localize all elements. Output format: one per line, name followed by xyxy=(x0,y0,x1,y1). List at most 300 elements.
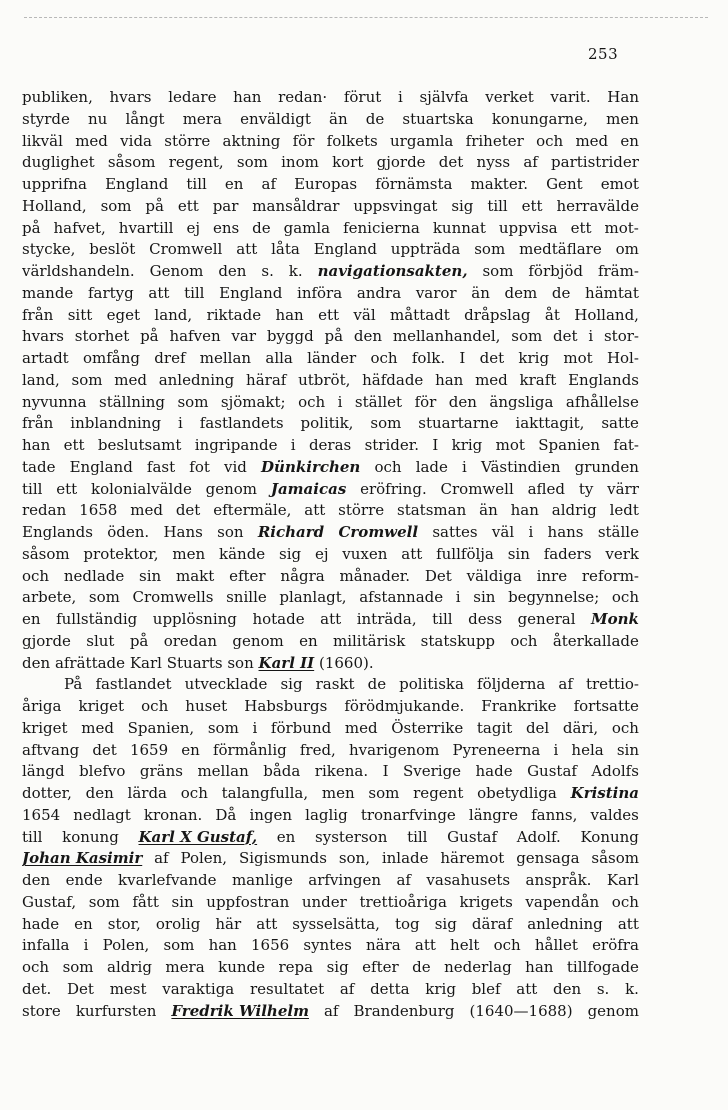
word: som xyxy=(100,196,132,215)
word: grunden xyxy=(574,457,639,476)
word: planlagt, xyxy=(279,588,347,607)
word: längre xyxy=(468,805,518,824)
word: ej xyxy=(314,544,329,563)
word: i xyxy=(455,588,461,607)
word: son xyxy=(227,653,254,672)
text-line xyxy=(22,740,639,762)
word: kunde xyxy=(218,958,266,976)
text-line xyxy=(22,631,639,653)
word: eget xyxy=(106,305,141,324)
word: och xyxy=(374,457,402,476)
word: mellanhandel, xyxy=(392,327,501,346)
word: han xyxy=(435,370,464,389)
word: gräns xyxy=(139,762,183,781)
word: några xyxy=(280,566,325,585)
word: att xyxy=(617,914,639,933)
word: ängsliga xyxy=(489,392,554,411)
text-line xyxy=(22,239,639,261)
text-line xyxy=(22,957,639,979)
word: alla xyxy=(265,349,293,367)
word: långt xyxy=(125,109,165,128)
word: ställe xyxy=(597,523,639,541)
word: folk. xyxy=(411,349,446,367)
word: dess xyxy=(468,610,503,628)
word: och xyxy=(22,566,50,585)
word: lärda xyxy=(127,784,167,802)
word: af xyxy=(558,675,573,694)
text-line xyxy=(22,109,639,131)
word: tillfogade xyxy=(566,958,639,976)
word: England xyxy=(69,457,133,476)
word: uppträda xyxy=(390,240,461,259)
word: sin xyxy=(616,740,639,759)
word: stället xyxy=(354,392,403,411)
word: son, xyxy=(338,849,370,868)
word: än xyxy=(471,283,490,302)
word: och xyxy=(298,392,326,411)
word: repa xyxy=(278,958,314,976)
word: rikena. xyxy=(314,762,369,781)
word: snille xyxy=(226,588,267,607)
word: 1654 xyxy=(22,805,61,824)
word: makt xyxy=(176,566,215,585)
word: nyvunna xyxy=(22,392,87,411)
word: gjorde xyxy=(22,631,71,650)
text-line xyxy=(22,805,639,827)
word: eftermäle, xyxy=(213,501,292,520)
word: som xyxy=(368,784,400,802)
word: kronan. xyxy=(143,805,203,824)
word: varaktiga xyxy=(162,979,235,998)
text-line xyxy=(22,566,639,588)
word: tagit xyxy=(476,718,513,737)
word: den xyxy=(85,784,114,802)
word: i xyxy=(337,392,343,411)
word: häraf xyxy=(246,370,287,389)
word: fastlandets xyxy=(199,414,284,433)
word: Frankrike xyxy=(481,697,557,715)
word: till xyxy=(407,827,428,846)
word: Englands xyxy=(22,523,93,541)
emphasized-term: Karl X Gustaf, xyxy=(138,827,258,846)
word: ett xyxy=(570,218,592,237)
word: gjorde xyxy=(376,153,426,172)
word: blef xyxy=(471,979,501,998)
word: urgamla xyxy=(390,131,454,150)
text-line xyxy=(22,718,639,740)
word: den xyxy=(552,979,582,998)
text-line xyxy=(22,261,639,283)
word: redan· xyxy=(278,88,328,106)
word: förbjöd xyxy=(528,262,584,280)
word: en xyxy=(276,827,296,846)
word: s. xyxy=(596,979,610,998)
word: på xyxy=(140,327,159,346)
word: genom xyxy=(232,631,284,650)
word: i xyxy=(553,740,559,759)
word: dotter, xyxy=(22,784,72,802)
word: Adolf. xyxy=(516,827,561,846)
text-line xyxy=(22,696,639,718)
word: världshandeln. xyxy=(22,262,135,280)
word: af xyxy=(339,979,355,998)
word: eröfring. xyxy=(360,479,427,498)
word: fanns, xyxy=(531,805,578,824)
word: i xyxy=(528,523,534,541)
emphasized-term: Fredrik Wilhelm xyxy=(171,1001,309,1020)
word: i xyxy=(252,718,258,737)
word: som xyxy=(511,327,543,346)
word: Habsburgs xyxy=(244,697,328,715)
word: hans xyxy=(547,523,584,541)
text-line xyxy=(22,979,639,1001)
word: fat- xyxy=(613,436,639,454)
word: genom xyxy=(205,479,258,498)
word: likväl xyxy=(22,131,63,150)
text-line xyxy=(22,457,639,479)
word: och xyxy=(536,131,564,150)
text-line xyxy=(22,544,639,566)
word: laglig xyxy=(305,805,348,824)
word: fullständig xyxy=(56,610,138,628)
word: af xyxy=(261,175,276,193)
word: Gustaf xyxy=(447,827,498,846)
word: par xyxy=(212,196,239,215)
word: Karl xyxy=(129,653,162,672)
text-line xyxy=(22,848,639,870)
word: i xyxy=(397,88,403,106)
emphasized-term: Richard xyxy=(257,523,325,541)
word: huset xyxy=(185,697,228,715)
word: mellan xyxy=(199,349,252,367)
text-line xyxy=(22,935,639,957)
word: Det xyxy=(67,979,94,998)
word: afhållelse xyxy=(565,392,639,411)
word: ett xyxy=(521,196,543,215)
page-number: 253 xyxy=(588,45,619,63)
word: artadt xyxy=(22,349,69,367)
word: utbröt, xyxy=(298,370,351,389)
word: och xyxy=(611,718,639,737)
word: hvartill xyxy=(118,218,174,237)
word: sig xyxy=(326,958,349,976)
word: afstannade xyxy=(359,588,444,607)
word: detta xyxy=(370,979,410,998)
word: militärisk xyxy=(332,631,406,650)
word: sin xyxy=(473,588,496,607)
word: tog xyxy=(395,914,420,933)
word: stuartarne xyxy=(418,414,499,433)
word: trettio- xyxy=(585,675,639,694)
word: åt xyxy=(544,305,560,324)
text-line xyxy=(22,914,639,936)
word: del xyxy=(525,718,550,737)
word: med xyxy=(575,131,609,150)
word: en xyxy=(299,631,318,650)
word: den xyxy=(22,653,51,672)
word: ställning xyxy=(99,392,165,411)
word: ett xyxy=(63,436,85,454)
word: till xyxy=(22,827,43,846)
word: ingen xyxy=(249,805,293,824)
word: riktade xyxy=(206,305,262,324)
word: regent xyxy=(413,784,464,802)
word: reform- xyxy=(581,566,639,585)
word: i xyxy=(290,436,296,454)
word: verk xyxy=(605,544,639,563)
word: dråpslag xyxy=(464,305,531,324)
word: låta xyxy=(271,240,300,259)
word: Genom xyxy=(149,262,204,280)
word: kunnat xyxy=(432,218,486,237)
word: strider. xyxy=(364,436,420,454)
word: aldrig xyxy=(551,501,597,520)
text-line xyxy=(22,1001,639,1023)
text-line xyxy=(22,674,639,696)
text-line xyxy=(22,761,639,783)
word: k. xyxy=(288,262,303,280)
word: anledning xyxy=(527,914,603,933)
word: mellan xyxy=(197,762,249,781)
word: ett xyxy=(56,479,78,498)
word: aftvang xyxy=(22,740,80,759)
word: vuxen xyxy=(342,544,388,563)
word: med xyxy=(75,131,108,150)
word: mot- xyxy=(604,218,639,237)
word: infalla xyxy=(22,936,70,955)
word: återkallade xyxy=(552,631,639,650)
word: storhet xyxy=(74,327,130,346)
word: (1660). xyxy=(318,653,374,672)
word: längd xyxy=(22,762,65,781)
word: inlade xyxy=(381,849,429,868)
word: Det xyxy=(424,566,452,585)
word: krig xyxy=(425,979,456,998)
text-line xyxy=(22,87,639,109)
word: s. xyxy=(261,262,274,280)
word: varor xyxy=(415,283,457,302)
word: trettioåriga xyxy=(359,892,447,911)
word: arfvingen xyxy=(308,871,382,889)
word: en xyxy=(74,914,93,933)
word: nyss xyxy=(476,153,511,172)
word: och xyxy=(493,936,521,955)
word: förut xyxy=(343,88,382,106)
word: med xyxy=(81,718,114,737)
emphasized-term: Jamaicas xyxy=(270,479,347,498)
word: en xyxy=(620,131,639,150)
word: med xyxy=(114,370,147,389)
word: i xyxy=(83,936,89,955)
word: nu xyxy=(88,109,108,128)
word: kolonialvälde xyxy=(90,479,192,498)
emphasized-term: Monk xyxy=(591,610,639,628)
word: som xyxy=(71,370,103,389)
word: mansåldrar xyxy=(252,196,340,215)
word: politiska xyxy=(399,675,464,694)
word: sysselsätta, xyxy=(292,914,380,933)
word: på xyxy=(324,327,344,346)
word: hvars xyxy=(109,88,152,106)
word: förmånlig xyxy=(212,740,287,759)
word: friheter xyxy=(465,131,524,150)
text-line xyxy=(22,827,639,849)
word: dref xyxy=(154,349,186,367)
text-line xyxy=(22,653,639,675)
word: orolig xyxy=(155,914,201,933)
text-line xyxy=(22,348,639,370)
word: ens xyxy=(212,218,240,237)
word: mera xyxy=(165,958,205,976)
word: ledare xyxy=(168,88,217,106)
word: iakttagit, xyxy=(515,414,585,433)
word: de xyxy=(412,958,431,976)
word: förnämsta xyxy=(375,175,453,193)
word: kraft xyxy=(519,370,557,389)
word: ett xyxy=(318,305,340,324)
word: fot xyxy=(189,457,210,476)
text-line xyxy=(22,609,639,631)
word: Sigismunds xyxy=(238,849,327,868)
word: begynnelse; xyxy=(508,588,600,607)
word: med xyxy=(475,370,508,389)
word: Stuarts xyxy=(166,653,223,672)
word: här xyxy=(215,914,242,933)
word: Pyreneerna xyxy=(452,740,541,759)
word: såsom xyxy=(22,544,70,563)
word: som xyxy=(482,262,514,280)
word: nedlade xyxy=(63,566,125,585)
word: mera xyxy=(182,109,222,128)
word: aldrig xyxy=(107,958,152,976)
word: det xyxy=(92,740,117,759)
word: båda xyxy=(263,762,301,781)
word: 1659 xyxy=(129,740,169,759)
emphasized-term: Kristina xyxy=(570,784,639,802)
word: 1656 xyxy=(251,936,290,955)
word: och xyxy=(22,958,50,976)
word: anspråk. xyxy=(525,871,592,889)
word: satte xyxy=(601,414,639,433)
word: nederlag xyxy=(444,958,512,976)
word: Cromwell xyxy=(149,240,223,259)
word: att xyxy=(414,936,436,955)
word: Europas xyxy=(294,175,358,193)
word: som xyxy=(474,240,506,259)
word: i xyxy=(588,327,594,346)
word: att xyxy=(256,914,278,933)
word: af xyxy=(523,153,538,172)
text-line xyxy=(22,870,639,892)
word: i xyxy=(178,414,183,433)
word: kriget xyxy=(78,697,125,715)
word: och xyxy=(611,892,639,911)
word: med xyxy=(130,501,163,520)
word: han xyxy=(233,88,262,106)
word: som xyxy=(88,892,120,911)
word: främ- xyxy=(597,262,639,280)
word: k. xyxy=(625,979,639,998)
word: Holland, xyxy=(574,305,639,324)
word: mot xyxy=(563,349,593,367)
text-line xyxy=(22,326,639,348)
word: Cromwell xyxy=(440,479,514,498)
word: till xyxy=(186,175,207,193)
word: från xyxy=(22,305,54,324)
word: På xyxy=(64,675,83,694)
word: deras xyxy=(308,436,352,454)
word: enväldigt xyxy=(240,109,311,128)
word: måttadt xyxy=(390,305,450,324)
word: sin xyxy=(139,566,162,585)
word: sattes xyxy=(432,523,478,541)
word: varit. xyxy=(550,88,591,106)
word: vida xyxy=(120,131,152,150)
text-line xyxy=(22,152,639,174)
word: i xyxy=(462,457,467,476)
word: beslöt xyxy=(89,240,136,259)
word: att xyxy=(304,501,326,520)
word: anledning xyxy=(158,370,235,389)
word: fred, xyxy=(299,740,336,759)
word: kände xyxy=(219,544,266,563)
word: var xyxy=(231,327,257,346)
word: kort xyxy=(332,153,364,172)
word: han xyxy=(208,936,237,955)
word: Gent xyxy=(546,175,583,193)
word: statsman xyxy=(397,501,467,520)
word: som xyxy=(88,588,120,607)
word: hvars xyxy=(22,327,64,346)
word: inträda, xyxy=(356,610,417,628)
word: I xyxy=(382,762,389,781)
word: England xyxy=(219,283,283,302)
word: såsom xyxy=(591,849,639,868)
word: redan xyxy=(22,501,67,520)
word: konungarne, xyxy=(491,109,588,128)
word: (1640—1688) xyxy=(469,1001,573,1020)
emphasized-term: navigationsakten, xyxy=(317,262,468,280)
word: som xyxy=(177,392,209,411)
word: Han xyxy=(607,88,639,106)
word: Västindien xyxy=(480,457,561,476)
body-text xyxy=(22,87,639,1022)
word: beslutsamt xyxy=(97,436,182,454)
word: herravälde xyxy=(556,196,639,215)
word: Polen, xyxy=(102,936,150,955)
emphasized-term: Johan Kasimir xyxy=(22,849,143,868)
word: son xyxy=(217,523,244,541)
word: väldiga xyxy=(466,566,522,585)
text-line xyxy=(22,218,639,240)
word: tade xyxy=(22,457,56,476)
text-line xyxy=(22,370,639,392)
word: nedlagt xyxy=(73,805,131,824)
word: hotade xyxy=(252,610,305,628)
word: han xyxy=(22,436,51,454)
word: som xyxy=(370,414,402,433)
word: fast xyxy=(146,457,176,476)
text-line xyxy=(22,283,639,305)
word: helt xyxy=(450,936,480,955)
text-line xyxy=(22,435,639,457)
word: land, xyxy=(154,305,193,324)
word: den xyxy=(218,262,247,280)
word: på xyxy=(129,631,149,650)
text-line xyxy=(22,500,639,522)
word: med xyxy=(344,718,378,737)
word: och xyxy=(370,349,398,367)
